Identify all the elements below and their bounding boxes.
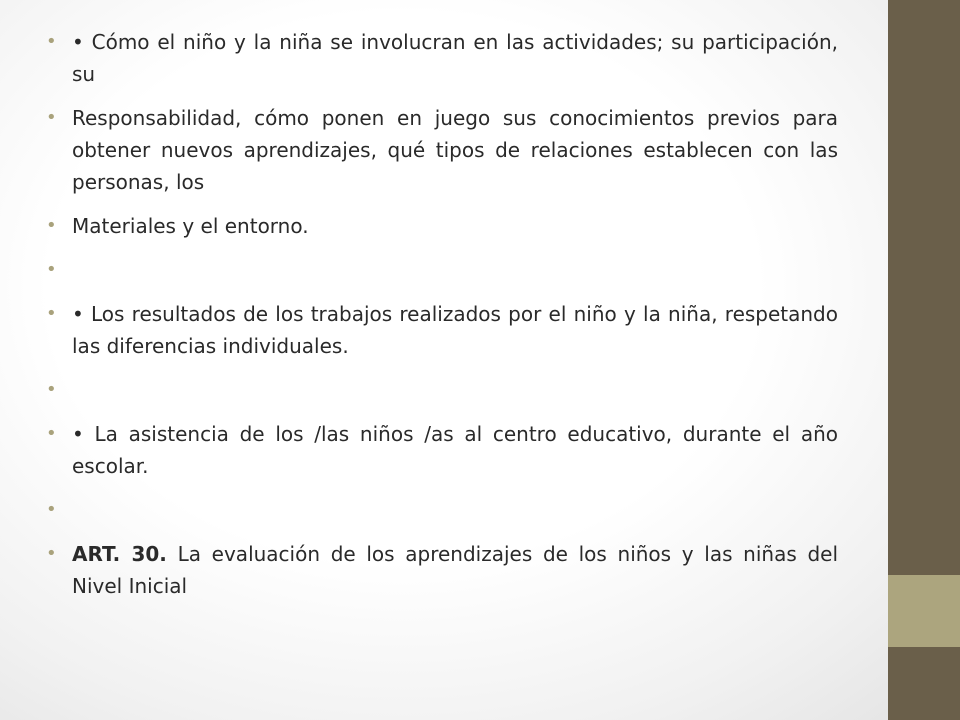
- bullet-text: • Los resultados de los trabajos realizados por el niño y la niña, respetando las diferencias individuales.: [72, 302, 838, 358]
- bullet-item-empty: [46, 374, 838, 406]
- bullet-item: [46, 26, 838, 90]
- bullet-text: Responsabilidad, cómo ponen en juego sus conocimientos previos para obtener nuevos aprendizajes, qué tipos de relaciones establecen con las personas, los: [72, 106, 838, 194]
- bullet-text: La evaluación de los aprendizajes de los niños y las niñas del Nivel Inicial: [72, 542, 839, 598]
- bullet-item: [46, 418, 838, 482]
- bullet-text: Materiales y el entorno.: [72, 214, 309, 238]
- bullet-text: • La asistencia de los /las niños /as al centro educativo, durante el año escolar.: [72, 422, 838, 478]
- bullet-item: [46, 102, 838, 198]
- bullet-item-empty: [46, 494, 838, 526]
- side-band-dark-bottom: [888, 647, 960, 720]
- bullet-item-empty: [46, 254, 838, 286]
- bullet-item-article: [46, 538, 838, 602]
- side-band-light: [888, 575, 960, 647]
- bullet-item: [46, 210, 838, 242]
- bullet-item: [46, 298, 838, 362]
- bullet-list: [46, 26, 838, 614]
- article-label: ART. 30.: [72, 542, 167, 566]
- bullet-text: • Cómo el niño y la niña se involucran en las actividades; su participación, su: [72, 30, 838, 86]
- side-band-dark-top: [888, 0, 960, 575]
